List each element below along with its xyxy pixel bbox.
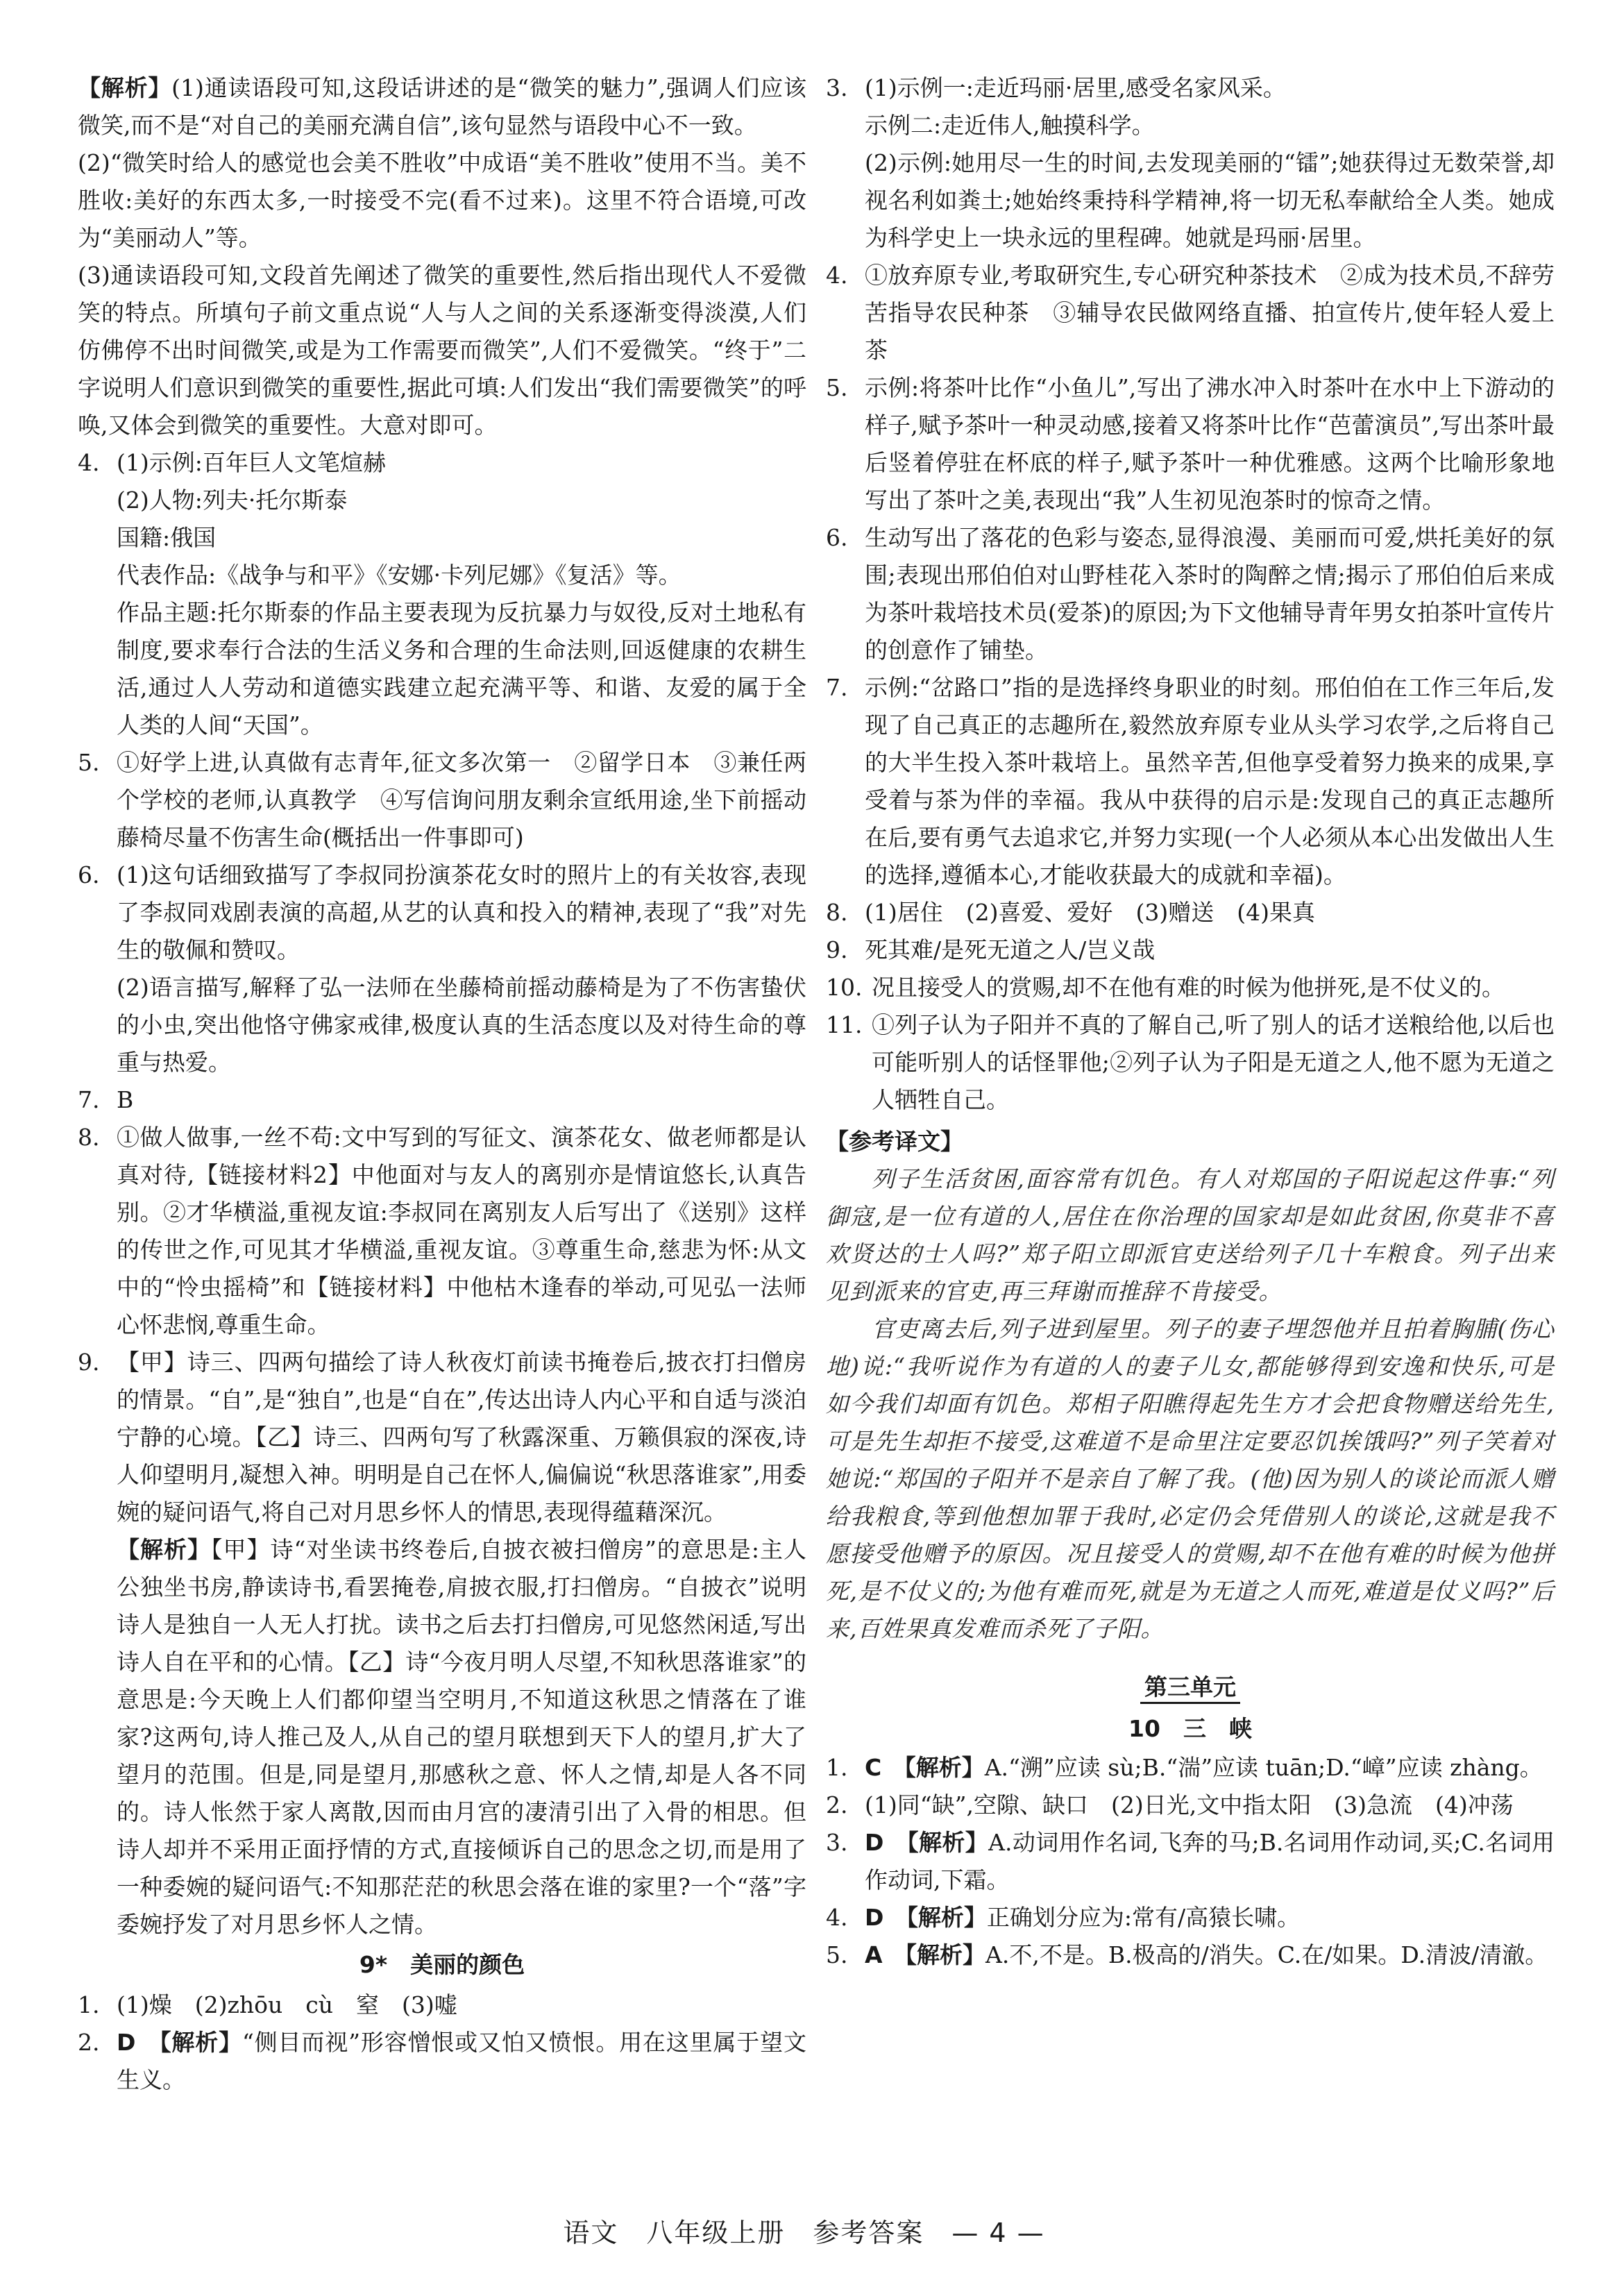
answer-paragraph <box>872 1006 1555 1119</box>
answer-text: 作品主题:托尔斯泰的作品主要表现为反抗暴力与奴役,反对土地私有制度,要求奉行合法的生活义务和合理的生命法则,回返健康的农耕生活,通过人人劳动和道德实践建立起充满平等、和谐、友爱的属于全人类的人间“天国”。 <box>117 599 806 738</box>
answer-paragraph <box>865 1899 1555 1936</box>
answer-text: 【甲】诗“对坐读书终卷后,自披衣被扫僧房”的意思是:主人公独坐书房,静读诗书,看罢掩卷,肩披衣服,打扫僧房。“自披衣”说明诗人是独自一人无人打扰。读书之后去打扫僧房,可见悠然闲适,写出诗人自在平和的心情。【乙】诗“今夜月明人尽望,不知秋思落谁家”的意思是:今天晚上人们都仰望当空明月,不知道这秋思之情落在了谁家?这两句,诗人推己及人,从自己的望月联想到天下人的望月,扩大了望月的范围。但是,同是望月,那感秋之意、怀人之情,却是人各不同的。诗人怅然于家人离散,因而由月宫的凄清引出了入骨的相思。但诗人却并不采用正面抒情的方式,直接倾诉自己的思念之切,而是用了一种委婉的疑问语气:不知那茫茫的秋思会落在谁的家里?一个“落”字委婉抒发了对月思乡怀人之情。 <box>117 1536 807 1938</box>
answer-item <box>78 444 806 744</box>
answer-text: (2)“微笑时给人的感觉也会美不胜收”中成语“美不胜收”使用不当。美不胜收:美好的东西太多,一时接受不完(看不过来)。这里不符合语境,可改为“美丽动人”等。 <box>78 149 806 251</box>
question-number: 9. <box>78 1349 100 1376</box>
answer-paragraph <box>78 144 806 257</box>
answer-item <box>78 1986 806 2024</box>
answer-text: (1)这句话细致描写了李叔同扮演茶花女时的照片上的有关妆容,表现了李叔同戏剧表演的高超,从艺的认真和投入的精神,表现了“我”对先生的敬佩和赞叹。 <box>117 861 806 963</box>
left-answer-list <box>78 444 806 1943</box>
right-column <box>826 69 1555 1974</box>
reference-translation-title: 【参考译文】 <box>826 1128 963 1155</box>
lesson-9-answer-list <box>78 1986 806 2099</box>
answer-paragraph <box>865 1936 1555 1974</box>
answer-paragraph <box>872 969 1555 1006</box>
answer-paragraph <box>865 1749 1555 1787</box>
question-number: 10. <box>826 974 863 1001</box>
answer-paragraph <box>865 1787 1555 1824</box>
answer-paragraph <box>117 969 806 1081</box>
answer-text: 代表作品:《战争与和平》《安娜·卡列尼娜》《复活》等。 <box>117 562 682 589</box>
question-number: 6. <box>78 861 100 888</box>
answer-text: 示例:将茶叶比作“小鱼儿”,写出了沸水冲入时茶叶在水中上下游动的样子,赋予茶叶一种灵动感,接着又将茶叶比作“芭蕾演员”,写出茶叶最后竖着停驻在杯底的样子,赋予茶叶一种优雅感。这两个比喻形象地写出了茶叶之美,表现出“我”人生初见泡茶时的惊奇之情。 <box>865 374 1555 514</box>
answer-text: (2)语言描写,解释了弘一法师在坐藤椅前摇动藤椅是为了不伤害蛰伏的小虫,突出他恪守佛家戒律,极度认真的生活态度以及对待生命的尊重与热爱。 <box>117 974 806 1076</box>
lesson-10-title: 10 三 峡 <box>1128 1715 1252 1742</box>
answer-text: (1)示例一:走近玛丽·居里,感受名家风采。 <box>865 74 1286 101</box>
answer-text: 正确划分应为:常有/高猿长啸。 <box>986 1904 1301 1931</box>
answer-item <box>826 1824 1555 1899</box>
answer-text: ①放弃原专业,考取研究生,专心研究种茶技术 ②成为技术员,不辞劳苦指导农民种茶 ③辅导农民做网络直播、拍宣传片,使年轻人爱上茶 <box>865 262 1555 364</box>
translation-paragraph: 官吏离去后,列子进到屋里。列子的妻子埋怨他并且拍着胸脯(伤心地)说:“我听说作为有道的人的妻子儿女,都能够得到安逸和快乐,可是如今我们却面有饥色。郑相子阳瞧得起先生方才会把食物赠送给先生,可是先生却拒不接受,这难道不是命里注定要忍饥挨饿吗?”列子笑着对她说:“郑国的子阳并不是亲自了解了我。(他)因为别人的谈论而派人赠给我粮食,等到他想加罪于我时,必定仍会凭借别人的谈论,这就是我不愿接受他赠予的原因。况且接受人的赏赐,却不在他有难的时候为他拼死,是不仗义的;为他有难而死,就是为无道之人而死,难道是仗义吗?”后来,百姓果真发难而杀死了子阳。 <box>826 1315 1555 1642</box>
answer-paragraph <box>865 107 1555 144</box>
answer-paragraph <box>117 1081 806 1119</box>
answer-paragraph <box>117 1344 806 1531</box>
question-number: 7. <box>826 674 848 701</box>
answer-item <box>826 257 1555 369</box>
answer-item <box>826 69 1555 257</box>
question-number: 1. <box>78 1991 100 2018</box>
answer-text: 示例:“岔路口”指的是选择终身职业的时刻。邢伯伯在工作三年后,发现了自己真正的志趣所在,毅然放弃原专业从头学习农学,之后将自己的大半生投入茶叶栽培上。虽然辛苦,但他享受着努力换来的成果,享受着与茶为伴的幸福。我从中获得的启示是:发现自己的真正志趣所在后,要有勇气去追求它,并努力实现(一个人必须从本心出发做出人生的选择,遵循本心,才能收获最大的成就和幸福)。 <box>865 674 1555 888</box>
lesson-10-answer-list <box>826 1749 1555 1974</box>
analysis-tag: D 【解析】 <box>865 1829 989 1856</box>
question-number: 3. <box>826 74 848 101</box>
answer-item <box>826 1899 1555 1936</box>
answer-item <box>826 1936 1555 1974</box>
question-number: 4. <box>78 449 100 476</box>
page-footer: 语文 八年级上册 参考答案 — 4 — <box>563 2218 1045 2248</box>
answer-text: ①列子认为子阳并不真的了解自己,听了别人的话才送粮给他,以后也可能听别人的话怪罪他;②列子认为子阳是无道之人,他不愿为无道之人牺牲自己。 <box>872 1011 1555 1113</box>
question-number: 2. <box>78 2029 100 2056</box>
analysis-tag: 【解析】 <box>78 74 172 101</box>
answer-paragraph <box>865 257 1555 369</box>
answer-text: 示例二:走近伟人,触摸科学。 <box>865 112 1155 139</box>
answer-paragraph <box>117 519 806 557</box>
analysis-tag: C 【解析】 <box>865 1754 985 1781</box>
question-number: 5. <box>826 374 848 401</box>
answer-text: (1)燥 (2)zhōu cù 窒 (3)嘘 <box>117 1991 457 2018</box>
answer-paragraph <box>865 519 1555 669</box>
answer-paragraph <box>117 2024 806 2099</box>
answer-text: (1)示例:百年巨人文笔煊赫 <box>117 449 386 476</box>
answer-paragraph <box>865 894 1555 931</box>
answer-item <box>78 744 806 856</box>
question-number: 8. <box>78 1124 100 1151</box>
question-number: 7. <box>78 1086 100 1113</box>
answer-text: ①好学上进,认真做有志青年,征文多次第一 ②留学日本 ③兼任两个学校的老师,认真教学 ④写信询问朋友剩余宣纸用途,坐下前摇动藤椅尽量不伤害生命(概括出一件事即可) <box>117 749 806 851</box>
answer-paragraph <box>865 1824 1555 1899</box>
answer-item <box>826 369 1555 519</box>
answer-text: 况且接受人的赏赐,却不在他有难的时候为他拼死,是不仗义的。 <box>872 974 1505 1001</box>
reference-translation <box>826 1160 1555 1648</box>
answer-paragraph <box>117 1531 806 1943</box>
answer-item <box>826 1787 1555 1824</box>
answer-paragraph <box>117 444 806 482</box>
answer-paragraph <box>117 856 806 969</box>
question-number: 11. <box>826 1011 863 1038</box>
answer-paragraph <box>117 1119 806 1344</box>
analysis-tag: D 【解析】 <box>865 1904 987 1931</box>
answer-text: A.不,不是。B.极高的/消失。C.在/如果。D.清波/清澈。 <box>985 1941 1548 1968</box>
answer-item <box>826 1749 1555 1787</box>
question-number: 1. <box>826 1754 848 1781</box>
question-number: 2. <box>826 1791 848 1818</box>
answer-item <box>826 1006 1555 1119</box>
right-answer-list <box>826 69 1555 1119</box>
answer-text: 【甲】诗三、四两句描绘了诗人秋夜灯前读书掩卷后,披衣打扫僧房的情景。“自”,是“独自”,也是“自在”,传达出诗人内心平和自适与淡泊宁静的心境。【乙】诗三、四两句写了秋露深重、万籁俱寂的深夜,诗人仰望明月,凝想入神。明明是自己在怀人,偏偏说“秋思落谁家”,用委婉的疑问语气,将自己对月思乡怀人的情思,表现得蕴藉深沉。 <box>117 1349 806 1526</box>
question-number: 6. <box>826 524 848 551</box>
answer-text: (1)通读语段可知,这段话讲述的是“微笑的魅力”,强调人们应该微笑,而不是“对自己的美丽充满自信”,该句显然与语段中心不一致。 <box>78 74 807 139</box>
answer-text: A.动词用作名词,飞奔的马;B.名词用作动词,买;C.名词用作动词,下霜。 <box>865 1829 1555 1893</box>
answer-paragraph <box>117 482 806 519</box>
answer-item <box>78 856 806 1081</box>
answer-paragraph <box>117 557 806 594</box>
answer-text: 国籍:俄国 <box>117 524 217 551</box>
answer-text: 生动写出了落花的色彩与姿态,显得浪漫、美丽而可爱,烘托美好的氛围;表现出邢伯伯对山野桂花入茶时的陶醉之情;揭示了邢伯伯后来成为茶叶栽培技术员(爱茶)的原因;为下文他辅导青年男女拍茶叶宣传片的创意作了铺垫。 <box>865 524 1555 664</box>
answer-text: (2)人物:列夫·托尔斯泰 <box>117 487 348 514</box>
answer-text: ①做人做事,一丝不苟:文中写到的写征文、演茶花女、做老师都是认真对待,【链接材料2】中他面对与友人的离别亦是情谊悠长,认真告别。②才华横溢,重视友谊:李叔同在离别友人后写出了《送别》这样的传世之作,可见其才华横溢,重视友谊。③尊重生命,慈悲为怀:从文中的“怜虫摇椅”和【链接材料】中他枯木逢春的举动,可见弘一法师心怀悲悯,尊重生命。 <box>117 1124 806 1338</box>
analysis-tag: A 【解析】 <box>865 1941 986 1968</box>
answer-text: 死其难/是死无道之人/岂义哉 <box>865 936 1156 963</box>
answer-paragraph <box>865 69 1555 107</box>
answer-paragraph <box>865 669 1555 894</box>
left-intro-analysis <box>78 69 806 444</box>
answer-item <box>78 1081 806 1119</box>
question-number: 5. <box>826 1941 848 1968</box>
answer-item <box>826 969 1555 1006</box>
answer-item <box>78 1119 806 1344</box>
answer-text: B <box>117 1086 134 1113</box>
question-number: 5. <box>78 749 100 776</box>
lesson-9-title: 9* 美丽的颜色 <box>359 1951 525 1978</box>
unit-title: 第三单元 <box>1140 1673 1240 1704</box>
question-number: 9. <box>826 936 848 963</box>
analysis-tag: D 【解析】 <box>117 2029 242 2056</box>
question-number: 3. <box>826 1829 848 1856</box>
answer-text: A.“溯”应读 sù;B.“湍”应读 tuān;D.“嶂”应读 zhàng。 <box>984 1754 1543 1781</box>
answer-paragraph <box>865 369 1555 519</box>
answer-item <box>826 931 1555 969</box>
answer-item <box>826 519 1555 669</box>
answer-paragraph <box>78 69 806 144</box>
answer-text: (2)示例:她用尽一生的时间,去发现美丽的“镭”;她获得过无数荣誉,却视名利如粪土;她始终秉持科学精神,将一切无私奉献给全人类。她成为科学史上一块永远的里程碑。她就是玛丽·居里。 <box>865 149 1555 251</box>
answer-paragraph <box>78 257 806 444</box>
answer-text: (3)通读语段可知,文段首先阐述了微笑的重要性,然后指出现代人不爱微笑的特点。所填句子前文重点说“人与人之间的关系逐渐变得淡漠,人们仿佛停不出时间微笑,或是为工作需要而微笑”,人们不爱微笑。“终于”二字说明人们意识到微笑的重要性,据此可填:人们发出“我们需要微笑”的呼唤,又体会到微笑的重要性。大意对即可。 <box>78 262 806 439</box>
answer-text: “侧目而视”形容憎恨或又怕又愤恨。用在这里属于望文生义。 <box>117 2029 806 2093</box>
answer-paragraph <box>117 744 806 856</box>
translation-paragraph: 列子生活贫困,面容常有饥色。有人对郑国的子阳说起这件事:“列御寇,是一位有道的人,居住在你治理的国家却是如此贫困,你莫非不喜欢贤达的士人吗?”郑子阳立即派官吏送给列子几十车粮食。列子出来见到派来的官吏,再三拜谢而推辞不肯接受。 <box>826 1165 1555 1305</box>
answer-paragraph <box>117 1986 806 2024</box>
answer-paragraph <box>865 144 1555 257</box>
answer-item <box>826 669 1555 894</box>
answer-item <box>78 1344 806 1943</box>
answer-text: (1)居住 (2)喜爱、爱好 (3)赠送 (4)果真 <box>865 899 1315 926</box>
unit-heading <box>826 1669 1555 1706</box>
answer-item <box>78 2024 806 2099</box>
question-number: 4. <box>826 262 848 289</box>
answer-text: (1)同“缺”,空隙、缺口 (2)日光,文中指太阳 (3)急流 (4)冲荡 <box>865 1791 1514 1818</box>
answer-paragraph <box>117 594 806 744</box>
left-column <box>78 69 806 2099</box>
question-number: 4. <box>826 1904 848 1931</box>
answer-paragraph <box>865 931 1555 969</box>
question-number: 8. <box>826 899 848 926</box>
answer-item <box>826 894 1555 931</box>
analysis-tag: 【解析】 <box>117 1536 212 1563</box>
